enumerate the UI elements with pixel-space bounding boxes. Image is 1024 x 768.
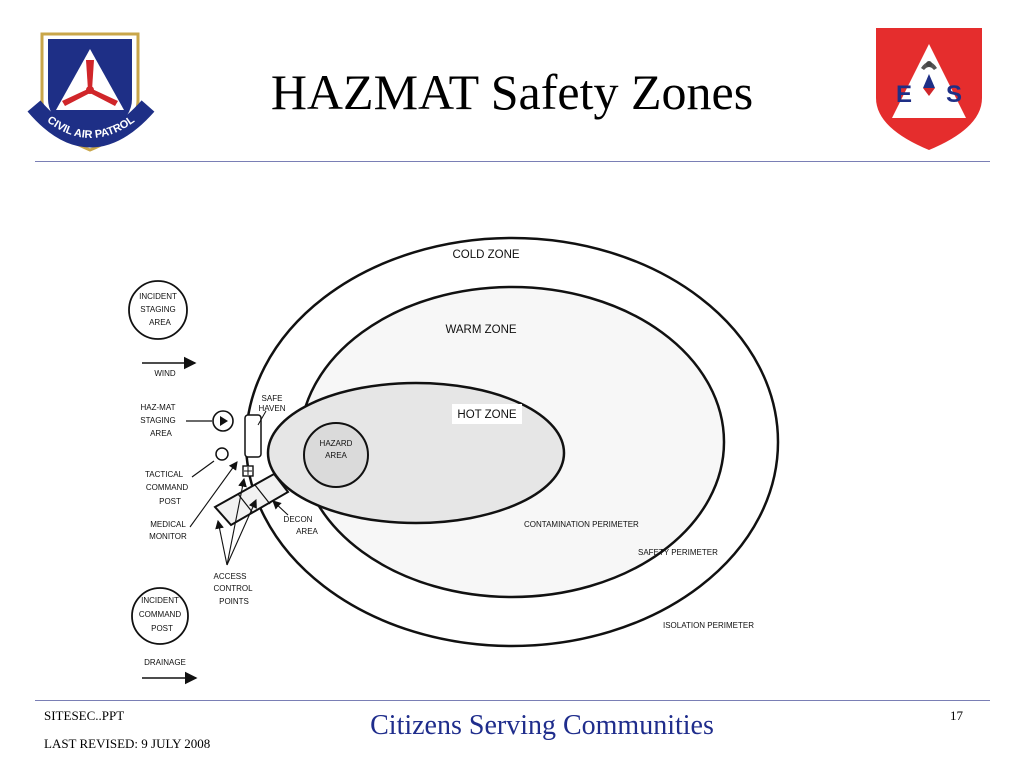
hazmat-staging-label-1: HAZ-MAT <box>140 403 176 412</box>
decon-label-1: DECON <box>283 515 313 524</box>
isolation-perimeter-label: ISOLATION PERIMETER <box>663 621 754 630</box>
footer-filename: SITESEC..PPT <box>44 708 125 723</box>
incident-command-label-2: COMMAND <box>138 610 182 619</box>
wind-label: WIND <box>154 369 176 378</box>
safe-haven-box <box>245 415 261 457</box>
incident-staging-label-2: STAGING <box>140 305 176 314</box>
es-letter-s: S <box>945 81 963 108</box>
footer-revised-date: LAST REVISED: 9 JULY 2008 <box>44 736 211 751</box>
incident-staging-label-3: AREA <box>149 318 171 327</box>
medical-monitor-label-1: MEDICAL <box>150 520 186 529</box>
emergency-services-logo <box>868 22 990 154</box>
access-control-label-1: ACCESS <box>213 572 247 581</box>
incident-command-label-1: INCIDENT <box>141 596 179 605</box>
hazmat-staging-label-2: STAGING <box>140 416 176 425</box>
hazard-label-2: AREA <box>325 451 347 460</box>
safety-perimeter-label: SAFETY PERIMETER <box>638 548 718 557</box>
tactical-command-label-2: COMMAND <box>145 483 189 492</box>
drainage-label: DRAINAGE <box>144 658 186 667</box>
cold-zone-label: COLD ZONE <box>452 249 520 261</box>
cap-logo-text: CIVIL AIR PATROL <box>44 113 137 142</box>
slide-title: HAZMAT Safety Zones <box>270 64 754 120</box>
medical-monitor-label-2: MONITOR <box>149 532 187 541</box>
contamination-perimeter-label: CONTAMINATION PERIMETER <box>524 520 639 529</box>
hazmat-staging-label-3: AREA <box>150 429 172 438</box>
hazard-label-1: HAZARD <box>319 439 353 448</box>
access-control-label-3: POINTS <box>219 597 249 606</box>
title-divider <box>35 161 990 162</box>
tactical-command-label-1: TACTICAL <box>144 470 184 479</box>
warm-zone-label: WARM ZONE <box>445 324 517 336</box>
footer-divider <box>35 700 990 701</box>
access-control-label-2: CONTROL <box>213 584 253 593</box>
footer-tagline: Citizens Serving Communities <box>370 710 714 741</box>
hot-zone-label: HOT ZONE <box>457 409 517 421</box>
hazmat-zones-diagram <box>120 225 785 695</box>
page-number: 17 <box>950 708 963 723</box>
es-letter-e: E <box>895 81 913 108</box>
tactical-command-marker <box>216 448 228 460</box>
safe-haven-label-1: SAFE <box>261 394 283 403</box>
incident-staging-label-1: INCIDENT <box>139 292 177 301</box>
incident-command-label-3: POST <box>151 624 173 633</box>
safe-haven-label-2: HAVEN <box>258 404 286 413</box>
tactical-command-label-3: POST <box>159 497 181 506</box>
decon-label-2: AREA <box>296 527 318 536</box>
